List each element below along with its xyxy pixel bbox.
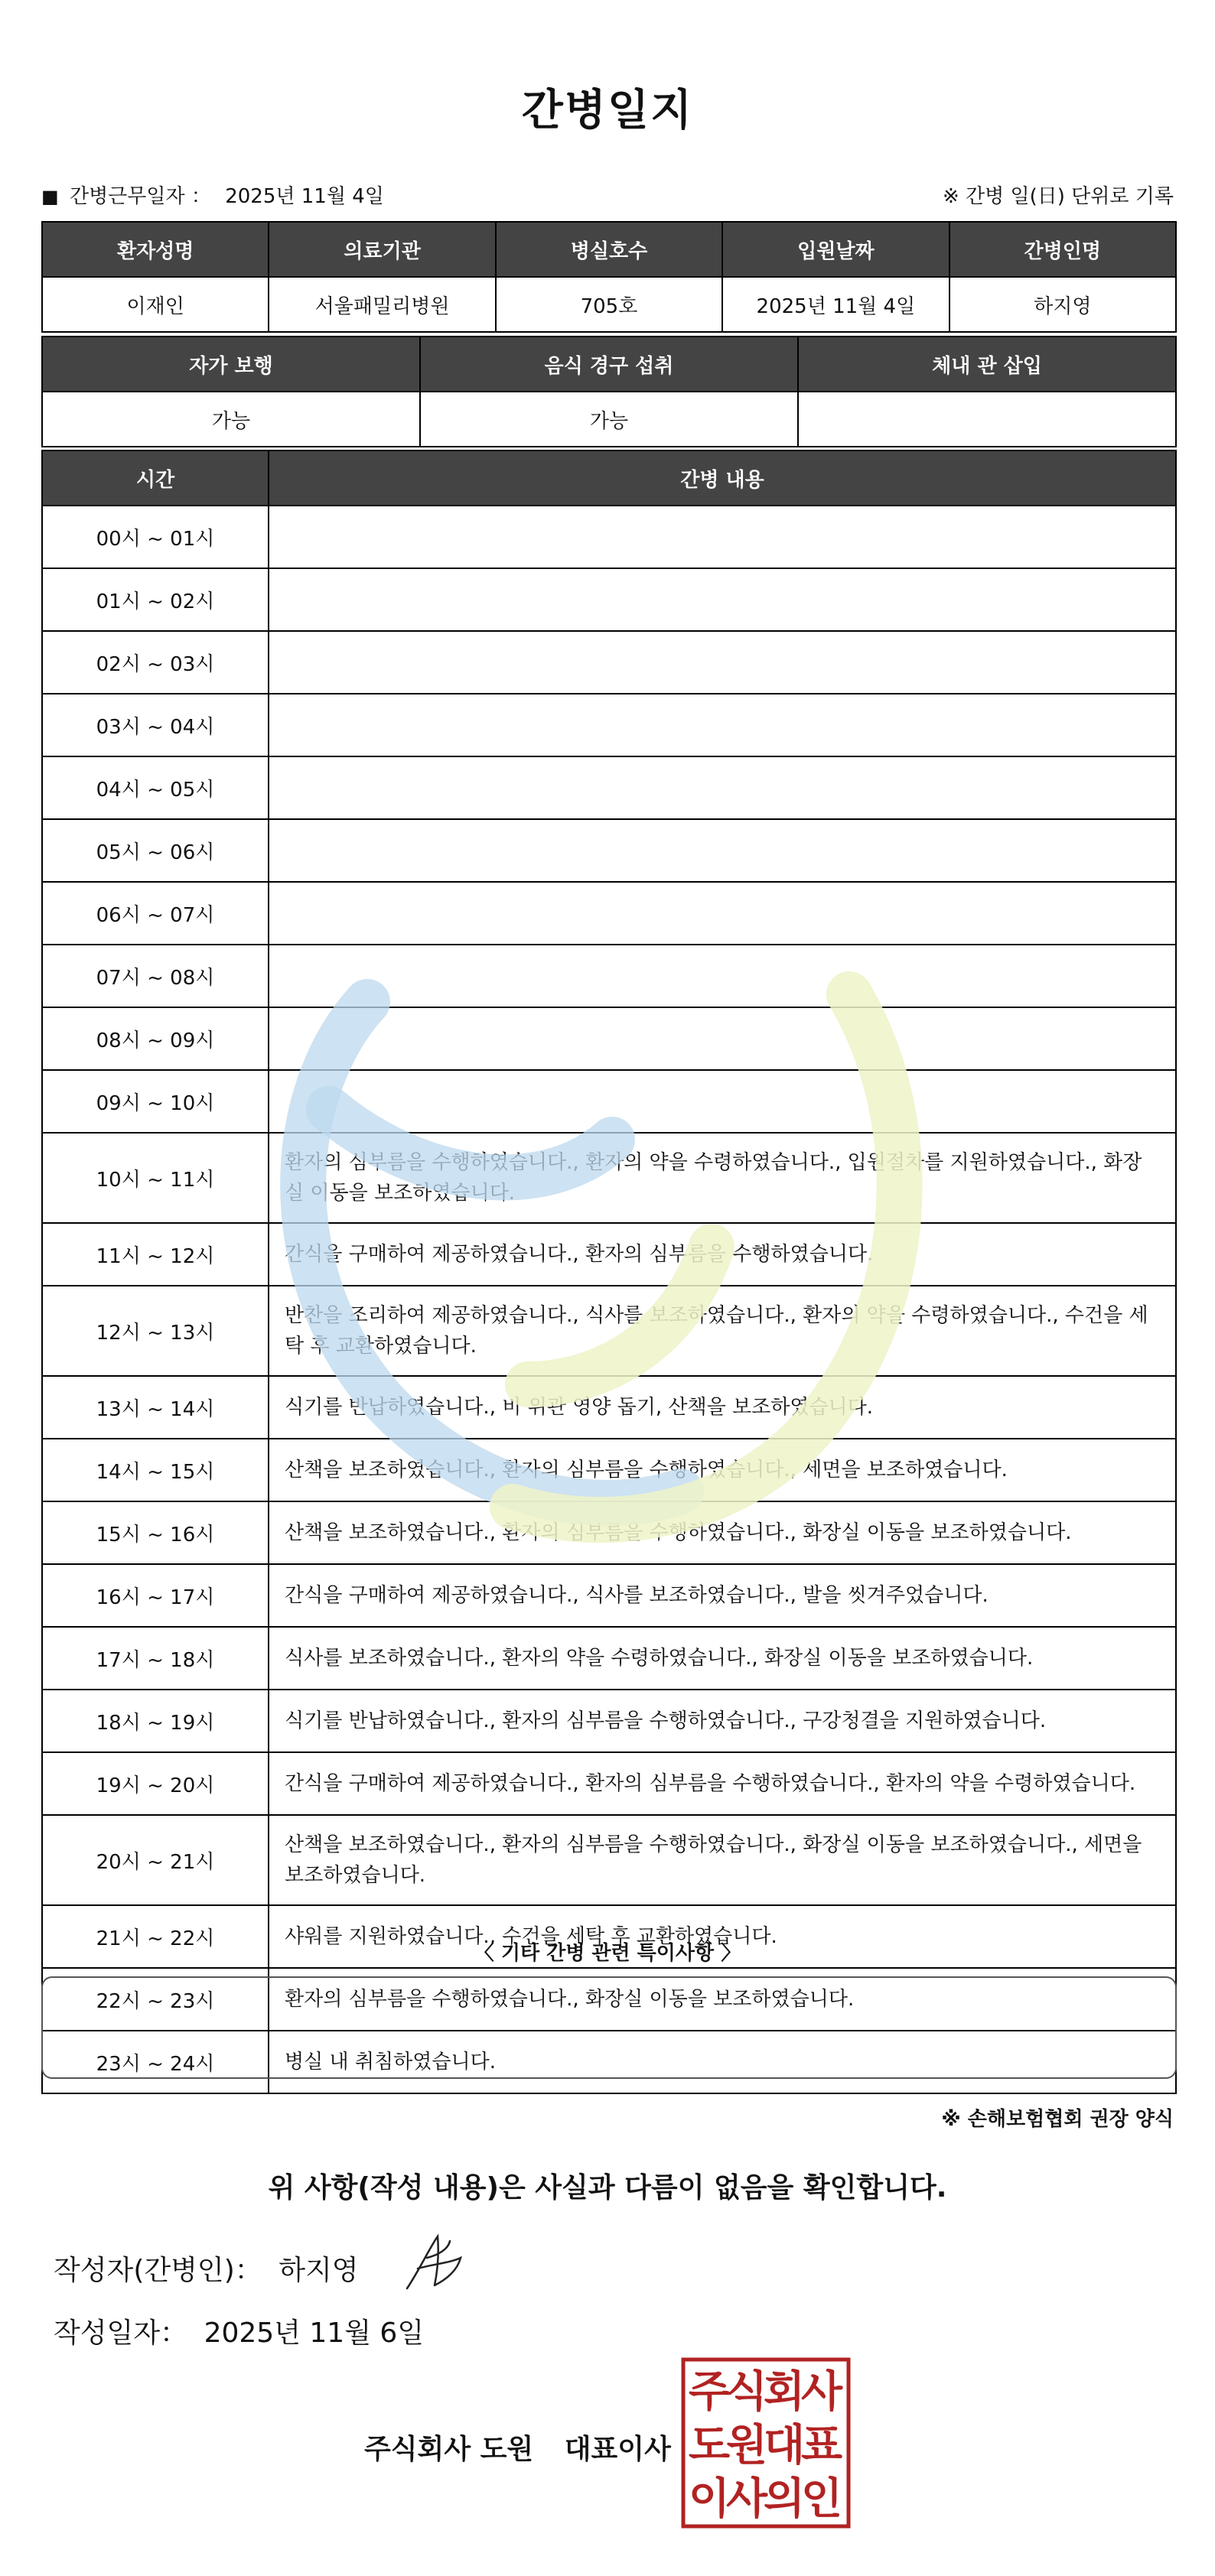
content-cell: 식기를 반납하였습니다., 환자의 심부름을 수행하였습니다., 구강청결을 지원하였습니다.	[269, 1690, 1176, 1752]
status-header-cell: 자가 보행	[42, 337, 420, 392]
table-row	[42, 631, 1176, 694]
signature-icon	[404, 2232, 465, 2293]
signature-stroke	[407, 2236, 461, 2288]
time-cell: 21시 ~ 22시	[42, 1905, 269, 1968]
time-cell: 12시 ~ 13시	[42, 1286, 269, 1376]
writer-name: 하지영	[279, 2255, 359, 2286]
table-row	[42, 1133, 1176, 1223]
table-row	[42, 1564, 1176, 1627]
table-row	[42, 756, 1176, 819]
seal-char: 원	[725, 2421, 768, 2470]
remarks-title: 〈 기타 간병 관련 특이사항 〉	[474, 1942, 741, 1965]
recommend-note: ※ 손해보험협회 권장 양식	[941, 2108, 1174, 2131]
content-header: 간병 내용	[269, 450, 1176, 506]
content-cell	[269, 945, 1176, 1007]
content-cell: 식사를 보조하였습니다., 환자의 약을 수령하였습니다., 화장실 이동을 보조하였습니다.	[269, 1627, 1176, 1690]
medical-institution: 서울패밀리병원	[269, 277, 495, 332]
confirm-statement: 위 사항(작성 내용)은 사실과 다름이 없음을 확인합니다.	[268, 2172, 947, 2204]
company-role: 대표이사	[564, 2434, 671, 2465]
remarks-content	[43, 1978, 1175, 2002]
table-row	[42, 506, 1176, 568]
content-cell: 환자의 심부름을 수행하였습니다., 환자의 약을 수령하였습니다., 입원절차를 지원하였습니다., 화장실 이동을 보조하였습니다.	[269, 1133, 1176, 1223]
content-cell: 반찬을 조리하여 제공하였습니다., 식사를 보조하였습니다., 환자의 약을 수령하였습니다., 수건을 세탁 후 교환하였습니다.	[269, 1286, 1176, 1376]
care-log-table	[41, 450, 1177, 2094]
time-cell: 06시 ~ 07시	[42, 882, 269, 945]
info-header-cell: 간병인명	[950, 222, 1176, 277]
table-row	[42, 1690, 1176, 1752]
time-cell: 04시 ~ 05시	[42, 756, 269, 819]
time-cell: 03시 ~ 04시	[42, 694, 269, 756]
seal-char: 식	[725, 2367, 768, 2417]
content-cell	[269, 694, 1176, 756]
seal-char: 주	[688, 2367, 731, 2417]
table-row	[42, 1752, 1176, 1815]
content-cell	[269, 882, 1176, 945]
table-row	[42, 1376, 1176, 1439]
remarks-box	[41, 1976, 1177, 2079]
time-cell: 22시 ~ 23시	[42, 1968, 269, 2031]
time-cell: 15시 ~ 16시	[42, 1501, 269, 1564]
seal-char: 표	[800, 2421, 843, 2470]
write-date-line	[54, 2311, 424, 2350]
work-date-value: 2025년 11월 4일	[225, 185, 384, 208]
tube-insertion-status	[798, 392, 1176, 447]
content-cell: 식기를 반납하였습니다., 비 위관 영양 돕기, 산책을 보조하였습니다.	[269, 1376, 1176, 1439]
seal-char: 의	[763, 2474, 806, 2524]
patient-info-table	[41, 221, 1177, 333]
seal-char: 도	[688, 2421, 731, 2470]
time-cell: 16시 ~ 17시	[42, 1564, 269, 1627]
write-date-value: 2025년 11월 6일	[204, 2317, 425, 2349]
seal-char: 회	[763, 2367, 806, 2417]
company-seal-icon	[681, 2357, 851, 2529]
time-cell: 05시 ~ 06시	[42, 819, 269, 882]
info-header-cell: 의료기관	[269, 222, 495, 277]
table-row	[42, 568, 1176, 631]
table-row	[42, 1627, 1176, 1690]
status-value-row	[42, 392, 1176, 447]
content-cell: 간식을 구매하여 제공하였습니다., 환자의 심부름을 수행하였습니다., 환자의 약을 수령하였습니다.	[269, 1752, 1176, 1815]
table-row	[42, 1501, 1176, 1564]
seal-char: 사	[800, 2367, 843, 2417]
square-bullet-icon: ■	[41, 186, 59, 207]
status-header-cell: 음식 경구 섭취	[420, 337, 798, 392]
writer-label: 작성자(간병인)：	[54, 2255, 262, 2286]
work-date	[41, 181, 384, 209]
table-row	[42, 1439, 1176, 1501]
info-header-cell: 환자성명	[42, 222, 269, 277]
status-header-row	[42, 337, 1176, 392]
company-name: 주식회사 도원	[364, 2434, 534, 2465]
time-cell: 23시 ~ 24시	[42, 2031, 269, 2093]
table-row	[42, 1070, 1176, 1133]
writer-line	[54, 2249, 359, 2288]
content-cell	[269, 756, 1176, 819]
table-row	[42, 819, 1176, 882]
content-cell: 간식을 구매하여 제공하였습니다., 식사를 보조하였습니다., 발을 씻겨주었습니다.	[269, 1564, 1176, 1627]
status-header-cell: 체내 관 삽입	[798, 337, 1176, 392]
company-line	[364, 2428, 671, 2467]
work-date-label: 간병근무일자 ：	[69, 185, 211, 208]
time-cell: 08시 ~ 09시	[42, 1007, 269, 1070]
info-value-row	[42, 277, 1176, 332]
table-row	[42, 694, 1176, 756]
time-cell: 19시 ~ 20시	[42, 1752, 269, 1815]
time-cell: 20시 ~ 21시	[42, 1815, 269, 1905]
table-row	[42, 1815, 1176, 1905]
content-cell	[269, 1007, 1176, 1070]
content-cell: 간식을 구매하여 제공하였습니다., 환자의 심부름을 수행하였습니다.	[269, 1223, 1176, 1286]
time-cell: 09시 ~ 10시	[42, 1070, 269, 1133]
content-cell: 산책을 보조하였습니다., 환자의 심부름을 수행하였습니다., 화장실 이동을 보조하였습니다., 세면을 보조하였습니다.	[269, 1815, 1176, 1905]
content-cell	[269, 1070, 1176, 1133]
table-row	[42, 1223, 1176, 1286]
time-cell: 02시 ~ 03시	[42, 631, 269, 694]
info-header-row	[42, 222, 1176, 277]
seal-char: 이	[688, 2474, 731, 2524]
time-cell: 11시 ~ 12시	[42, 1223, 269, 1286]
room-number: 705호	[496, 277, 722, 332]
content-cell: 산책을 보조하였습니다., 환자의 심부름을 수행하였습니다., 화장실 이동을 보조하였습니다.	[269, 1501, 1176, 1564]
time-cell: 18시 ~ 19시	[42, 1690, 269, 1752]
content-cell: 병실 내 취침하였습니다.	[269, 2031, 1176, 2093]
content-cell: 환자의 심부름을 수행하였습니다., 화장실 이동을 보조하였습니다.	[269, 1968, 1176, 2031]
table-row	[42, 1286, 1176, 1376]
info-header-cell: 병실호수	[496, 222, 722, 277]
seal-char: 인	[800, 2474, 843, 2524]
patient-name: 이재인	[42, 277, 269, 332]
table-row	[42, 1007, 1176, 1070]
log-header-row	[42, 450, 1176, 506]
time-cell: 13시 ~ 14시	[42, 1376, 269, 1439]
admission-date: 2025년 11월 4일	[722, 277, 949, 332]
time-cell: 10시 ~ 11시	[42, 1133, 269, 1223]
record-note: ※ 간병 일(日) 단위로 기록	[942, 185, 1174, 208]
time-cell: 01시 ~ 02시	[42, 568, 269, 631]
time-cell: 17시 ~ 18시	[42, 1627, 269, 1690]
time-header: 시간	[42, 450, 269, 506]
caregiver-name: 하지영	[950, 277, 1176, 332]
self-walking-status: 가능	[42, 392, 420, 447]
patient-status-table	[41, 336, 1177, 447]
time-cell: 07시 ~ 08시	[42, 945, 269, 1007]
content-cell	[269, 819, 1176, 882]
content-cell: 샤워를 지원하였습니다., 수건을 세탁 후 교환하였습니다.	[269, 1905, 1176, 1968]
content-cell	[269, 568, 1176, 631]
oral-intake-status: 가능	[420, 392, 798, 447]
content-cell	[269, 631, 1176, 694]
seal-char: 대	[763, 2421, 806, 2470]
document-title: 간병일지	[521, 86, 694, 135]
seal-char: 사	[725, 2474, 768, 2524]
table-row	[42, 882, 1176, 945]
content-cell: 산책을 보조하였습니다., 환자의 심부름을 수행하였습니다., 세면을 보조하였습니다.	[269, 1439, 1176, 1501]
time-cell: 00시 ~ 01시	[42, 506, 269, 568]
write-date-label: 작성일자：	[54, 2317, 188, 2349]
info-header-cell: 입원날짜	[722, 222, 949, 277]
time-cell: 14시 ~ 15시	[42, 1439, 269, 1501]
content-cell	[269, 506, 1176, 568]
table-row	[42, 945, 1176, 1007]
